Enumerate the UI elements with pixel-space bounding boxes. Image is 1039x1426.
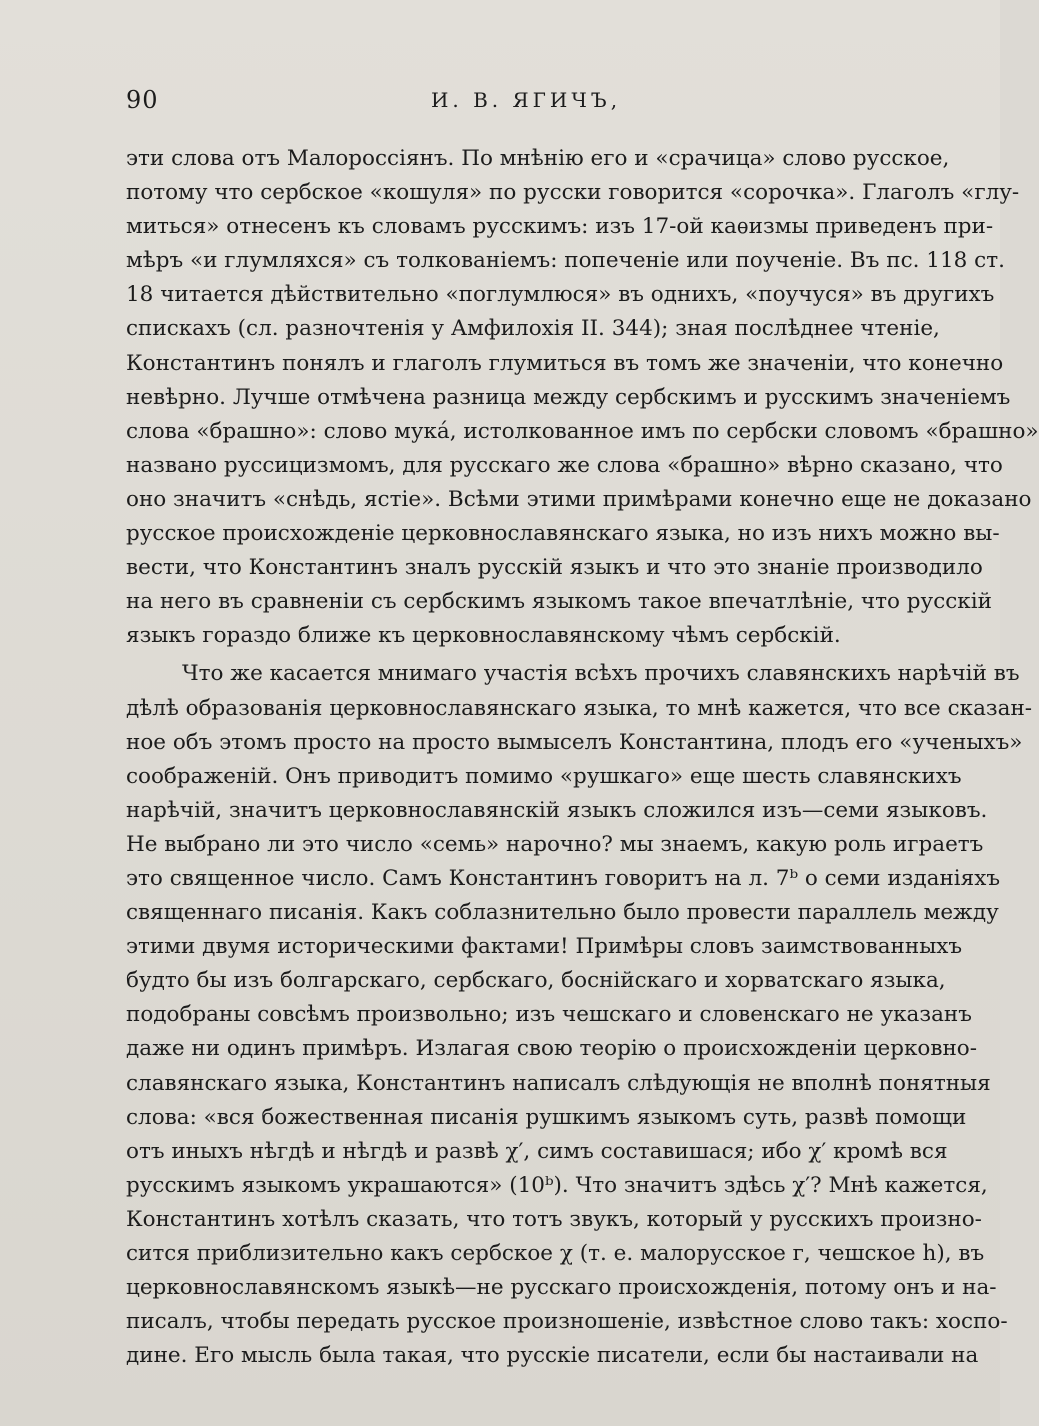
text-line: будто бы изъ болгарскаго, сербскаго, боснійскаго и хорватскаго языка, [126,968,946,994]
text-line: соображеній. Онъ приводитъ помимо «рушкаго» еще шесть славянскихъ [126,763,962,789]
page-header [126,86,926,118]
text-line: церковнославянскомъ языкѣ—не русскаго происхожденія, потому онъ и на- [126,1275,997,1301]
text-line: ное объ этомъ просто на просто вымыселъ Константина, плодъ его «ученыхъ» [126,729,1023,755]
text-line: слова «брашно»: слово мука́, истолкованное имъ по сербски словомъ «брашно» [126,418,1039,444]
text-line: эти слова отъ Малороссіянъ. По мнѣнію его и «срачица» слово русское, [126,146,950,171]
text-line: оно значитъ «снѣдь, ястіе». Всѣми этими примѣрами конечно еще не доказано [126,486,1032,512]
page-number: 90 [126,86,159,114]
text-line: дине. Его мысль была такая, что русскіе писатели, если бы настаивали на [126,1343,979,1369]
text-line: русскимъ языкомъ украшаются» (10ᵇ). Что значитъ здѣсь χ′? Мнѣ кажется, [126,1172,988,1198]
body-text [126,142,1039,1373]
text-line: миться» отнесенъ къ словамъ русскимъ: изъ 17-ой каѳизмы приведенъ при- [126,214,994,240]
paragraph-2 [126,657,1033,1373]
text-line: 18 читается дѣйствительно «поглумлюся» въ однихъ, «поучуся» въ другихъ [126,282,995,308]
text-line: Константинъ хотѣлъ сказать, что тотъ звукъ, который у русскихъ произно- [126,1206,982,1232]
text-line: писалъ, чтобы передать русское произношеніе, извѣстное слово такъ: хоспо- [126,1309,1008,1335]
text-line: на него въ сравненіи съ сербскимъ языкомъ такое впечатлѣніе, что русскій [126,589,992,615]
text-line: вести, что Константинъ зналъ русскій языкъ и что это знаніе производило [126,555,983,581]
text-line: священнаго писанія. Какъ соблазнительно было провести параллель между [126,900,999,926]
text-line: это священное число. Самъ Константинъ говоритъ на л. 7ᵇ о семи изданіяхъ [126,865,1001,891]
text-line: мѣръ «и глумляхся» съ толкованіемъ: попеченіе или поученіе. Въ пс. 118 ст. [126,248,1005,274]
text-line: невѣрно. Лучше отмѣчена разница между сербскимъ и русскимъ значеніемъ [126,384,1011,410]
text-line: Константинъ понялъ и глаголъ глумиться въ томъ же значеніи, что конечно [126,350,1004,376]
running-head: И. В. ЯГИЧЪ, [430,88,622,112]
text-line: даже ни одинъ примѣръ. Излагая свою теорію о происхожденіи церковно- [126,1036,977,1062]
text-line: сится приблизительно какъ сербское χ (т. е. малорусское г, чешское h), въ [126,1241,985,1266]
text-line: подобраны совсѣмъ произвольно; изъ чешскаго и словенскаго не указанъ [126,1002,972,1028]
text-line: этими двумя историческими фактами! Примѣры словъ заимствованныхъ [126,934,963,960]
text-line: славянскаго языка, Константинъ написалъ слѣдующія не вполнѣ понятныя [126,1070,991,1096]
text-line: Не выбрано ли это число «семь» нарочно? мы знаемъ, какую роль играетъ [126,831,984,857]
text-line: слова: «вся божественная писанія рушкимъ языкомъ суть, развѣ помощи [126,1104,967,1130]
text-line: языкъ гораздо ближе къ церковнославянскому чѣмъ сербскій. [126,623,841,649]
text-line: Что же касается мнимаго участія всѣхъ прочихъ славянскихъ нарѣчій въ [182,661,1020,687]
text-line: русское происхожденіе церковнославянскаго языка, но изъ нихъ можно вы- [126,521,1000,547]
text-line: нарѣчій, значитъ церковнославянскій языкъ сложился изъ—семи языковъ. [126,797,988,823]
text-line: потому что сербское «кошуля» по русски говорится «сорочка». Глаголъ «глу- [126,180,1020,206]
text-line: названо руссицизмомъ, для русскаго же слова «брашно» вѣрно сказано, что [126,452,1003,478]
text-line: отъ иныхъ нѣгдѣ и нѣгдѣ и развѣ χ′, симъ составишася; ибо χ′ кромѣ вся [126,1138,948,1164]
text-line: спискахъ (сл. разночтенія у Амфилохія II. 344); зная послѣднее чтеніе, [126,316,940,342]
text-line: дѣлѣ образованія церковнославянскаго языка, то мнѣ кажется, что все сказан- [126,695,1033,721]
paragraph-1 [126,142,1039,653]
